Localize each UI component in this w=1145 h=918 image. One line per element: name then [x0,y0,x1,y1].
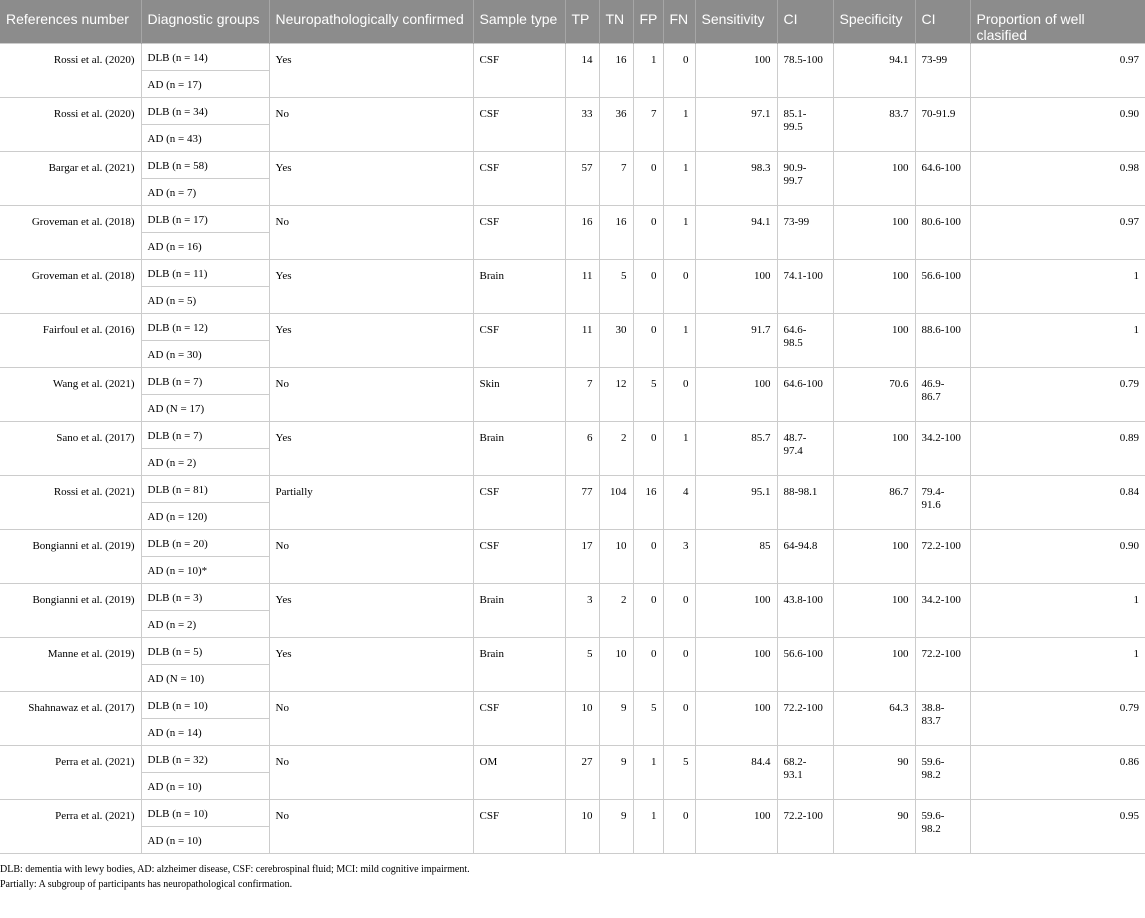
table-row [0,476,1145,503]
cell-group-dlb: DLB (n = 32) [141,746,269,773]
cell-neuropathologically-confirmed: Yes [269,584,473,638]
table-row [0,800,1145,827]
cell-fn: 1 [663,314,695,368]
cell-sample-type: CSF [473,314,565,368]
cell-fn: 1 [663,98,695,152]
cell-ci-specificity: 46.9- 86.7 [915,368,970,422]
cell-tp: 16 [565,206,599,260]
table-row [0,98,1145,125]
cell-tn: 104 [599,476,633,530]
cell-tn: 36 [599,98,633,152]
cell-fp: 0 [633,314,663,368]
footnote-partially: Partially: A subgroup of participants has neuropathological confirmation. [0,879,293,890]
cell-ci-sensitivity: 64-94.8 [777,530,833,584]
header-neuropathologically-confirmed: Neuropathologically confirmed [269,0,473,44]
cell-specificity: 100 [833,152,915,206]
cell-specificity: 100 [833,638,915,692]
cell-sample-type: CSF [473,44,565,98]
cell-neuropathologically-confirmed: Yes [269,44,473,98]
cell-tn: 10 [599,530,633,584]
cell-ci-sensitivity: 90.9- 99.7 [777,152,833,206]
header-specificity: Specificity [833,0,915,44]
cell-group-ad: AD (n = 10)* [141,557,269,584]
cell-fp: 1 [633,44,663,98]
cell-ci-sensitivity: 74.1-100 [777,260,833,314]
cell-proportion-well-classified: 0.86 [970,746,1145,800]
cell-sensitivity: 100 [695,638,777,692]
cell-neuropathologically-confirmed: No [269,746,473,800]
cell-neuropathologically-confirmed: No [269,206,473,260]
cell-sample-type: CSF [473,98,565,152]
cell-sample-type: OM [473,746,565,800]
cell-tn: 2 [599,422,633,476]
header-tn: TN [599,0,633,44]
cell-specificity: 64.3 [833,692,915,746]
cell-ci-specificity: 88.6-100 [915,314,970,368]
cell-tp: 6 [565,422,599,476]
cell-proportion-well-classified: 0.89 [970,422,1145,476]
cell-sample-type: CSF [473,800,565,854]
cell-neuropathologically-confirmed: Yes [269,422,473,476]
header-sample-type: Sample type [473,0,565,44]
cell-group-ad: AD (n = 14) [141,719,269,746]
cell-fn: 1 [663,152,695,206]
header-diagnostic-groups: Diagnostic groups [141,0,269,44]
cell-sensitivity: 100 [695,800,777,854]
cell-proportion-well-classified: 0.98 [970,152,1145,206]
cell-tn: 16 [599,206,633,260]
cell-tp: 11 [565,260,599,314]
cell-sample-type: Brain [473,260,565,314]
cell-tn: 5 [599,260,633,314]
cell-tp: 57 [565,152,599,206]
cell-neuropathologically-confirmed: Partially [269,476,473,530]
cell-neuropathologically-confirmed: No [269,368,473,422]
cell-fp: 1 [633,800,663,854]
header-fp: FP [633,0,663,44]
cell-sensitivity: 98.3 [695,152,777,206]
cell-fn: 0 [663,692,695,746]
cell-ci-sensitivity: 88-98.1 [777,476,833,530]
cell-ci-specificity: 79.4- 91.6 [915,476,970,530]
table-header-row [0,0,1145,44]
cell-fp: 16 [633,476,663,530]
cell-group-dlb: DLB (n = 3) [141,584,269,611]
cell-reference: Rossi et al. (2020) [0,44,141,98]
cell-fp: 0 [633,638,663,692]
cell-ci-specificity: 38.8- 83.7 [915,692,970,746]
header-proportion-well-classified: Proportion of well clasified [970,0,1145,44]
cell-ci-specificity: 34.2-100 [915,584,970,638]
cell-neuropathologically-confirmed: No [269,530,473,584]
cell-sample-type: CSF [473,152,565,206]
table-row [0,422,1145,449]
cell-specificity: 70.6 [833,368,915,422]
cell-ci-specificity: 72.2-100 [915,530,970,584]
header-ci-sensitivity: CI [777,0,833,44]
table-row [0,746,1145,773]
cell-ci-specificity: 73-99 [915,44,970,98]
cell-sensitivity: 84.4 [695,746,777,800]
cell-fn: 4 [663,476,695,530]
cell-proportion-well-classified: 0.79 [970,368,1145,422]
cell-neuropathologically-confirmed: Yes [269,152,473,206]
cell-ci-sensitivity: 72.2-100 [777,800,833,854]
table-footnotes [0,862,470,892]
cell-fn: 5 [663,746,695,800]
cell-sensitivity: 85.7 [695,422,777,476]
cell-group-ad: AD (n = 5) [141,287,269,314]
cell-fn: 0 [663,584,695,638]
table-body [0,44,1145,854]
cell-tp: 3 [565,584,599,638]
cell-fp: 1 [633,746,663,800]
cell-ci-sensitivity: 85.1- 99.5 [777,98,833,152]
cell-neuropathologically-confirmed: Yes [269,314,473,368]
cell-sample-type: Brain [473,584,565,638]
cell-fp: 0 [633,530,663,584]
cell-fp: 0 [633,260,663,314]
header-tp: TP [565,0,599,44]
cell-fp: 7 [633,98,663,152]
cell-group-dlb: DLB (n = 20) [141,530,269,557]
cell-neuropathologically-confirmed: Yes [269,260,473,314]
cell-ci-specificity: 59.6- 98.2 [915,800,970,854]
cell-tn: 9 [599,800,633,854]
cell-tp: 77 [565,476,599,530]
cell-tp: 7 [565,368,599,422]
cell-reference: Groveman et al. (2018) [0,206,141,260]
header-fn: FN [663,0,695,44]
cell-group-ad: AD (n = 10) [141,827,269,854]
cell-specificity: 90 [833,746,915,800]
cell-fp: 5 [633,692,663,746]
cell-proportion-well-classified: 0.90 [970,98,1145,152]
cell-reference: Manne et al. (2019) [0,638,141,692]
cell-specificity: 100 [833,584,915,638]
cell-group-ad: AD (n = 120) [141,503,269,530]
cell-sample-type: CSF [473,206,565,260]
cell-fp: 0 [633,422,663,476]
cell-sensitivity: 97.1 [695,98,777,152]
cell-tp: 33 [565,98,599,152]
cell-fp: 5 [633,368,663,422]
cell-sample-type: CSF [473,476,565,530]
header-references-number: References number [0,0,141,44]
cell-ci-specificity: 70-91.9 [915,98,970,152]
cell-group-ad: AD (N = 17) [141,395,269,422]
cell-ci-sensitivity: 68.2- 93.1 [777,746,833,800]
cell-neuropathologically-confirmed: No [269,98,473,152]
cell-fn: 0 [663,368,695,422]
cell-group-ad: AD (n = 16) [141,233,269,260]
cell-group-dlb: DLB (n = 11) [141,260,269,287]
cell-ci-sensitivity: 64.6- 98.5 [777,314,833,368]
cell-reference: Perra et al. (2021) [0,800,141,854]
cell-sample-type: Brain [473,422,565,476]
cell-fn: 1 [663,206,695,260]
cell-sensitivity: 100 [695,368,777,422]
cell-ci-sensitivity: 78.5-100 [777,44,833,98]
cell-fp: 0 [633,152,663,206]
cell-specificity: 100 [833,206,915,260]
cell-ci-sensitivity: 72.2-100 [777,692,833,746]
cell-ci-sensitivity: 56.6-100 [777,638,833,692]
cell-tp: 10 [565,800,599,854]
table-row [0,260,1145,287]
cell-group-ad: AD (n = 2) [141,449,269,476]
cell-specificity: 90 [833,800,915,854]
cell-fn: 0 [663,638,695,692]
table-row [0,584,1145,611]
cell-fn: 3 [663,530,695,584]
cell-proportion-well-classified: 1 [970,260,1145,314]
header-sensitivity: Sensitivity [695,0,777,44]
cell-ci-sensitivity: 43.8-100 [777,584,833,638]
cell-sensitivity: 94.1 [695,206,777,260]
cell-tn: 2 [599,584,633,638]
cell-group-ad: AD (n = 7) [141,179,269,206]
cell-tn: 9 [599,746,633,800]
cell-ci-sensitivity: 64.6-100 [777,368,833,422]
cell-neuropathologically-confirmed: Yes [269,638,473,692]
cell-specificity: 100 [833,530,915,584]
cell-ci-specificity: 72.2-100 [915,638,970,692]
cell-tn: 30 [599,314,633,368]
cell-tp: 14 [565,44,599,98]
cell-group-dlb: DLB (n = 5) [141,638,269,665]
cell-fn: 0 [663,800,695,854]
cell-reference: Bongianni et al. (2019) [0,584,141,638]
cell-group-dlb: DLB (n = 12) [141,314,269,341]
cell-sensitivity: 91.7 [695,314,777,368]
cell-tn: 9 [599,692,633,746]
cell-neuropathologically-confirmed: No [269,692,473,746]
table-row [0,368,1145,395]
cell-proportion-well-classified: 0.95 [970,800,1145,854]
cell-sensitivity: 100 [695,260,777,314]
cell-sensitivity: 85 [695,530,777,584]
cell-group-ad: AD (N = 10) [141,665,269,692]
cell-fp: 0 [633,206,663,260]
cell-group-dlb: DLB (n = 7) [141,422,269,449]
cell-proportion-well-classified: 0.90 [970,530,1145,584]
cell-group-dlb: DLB (n = 58) [141,152,269,179]
cell-ci-specificity: 34.2-100 [915,422,970,476]
cell-proportion-well-classified: 0.84 [970,476,1145,530]
cell-sensitivity: 100 [695,44,777,98]
cell-reference: Shahnawaz et al. (2017) [0,692,141,746]
cell-group-dlb: DLB (n = 34) [141,98,269,125]
cell-neuropathologically-confirmed: No [269,800,473,854]
cell-tp: 10 [565,692,599,746]
table-row [0,44,1145,71]
cell-ci-specificity: 80.6-100 [915,206,970,260]
cell-group-dlb: DLB (n = 17) [141,206,269,233]
cell-reference: Fairfoul et al. (2016) [0,314,141,368]
cell-group-ad: AD (n = 17) [141,71,269,98]
cell-fn: 0 [663,44,695,98]
header-ci-specificity: CI [915,0,970,44]
cell-group-dlb: DLB (n = 7) [141,368,269,395]
cell-tn: 16 [599,44,633,98]
cell-tp: 27 [565,746,599,800]
cell-group-ad: AD (n = 43) [141,125,269,152]
cell-proportion-well-classified: 1 [970,314,1145,368]
cell-sensitivity: 100 [695,692,777,746]
table-row [0,638,1145,665]
table-row [0,314,1145,341]
cell-proportion-well-classified: 1 [970,638,1145,692]
cell-specificity: 86.7 [833,476,915,530]
cell-group-dlb: DLB (n = 14) [141,44,269,71]
cell-proportion-well-classified: 0.97 [970,44,1145,98]
cell-tp: 17 [565,530,599,584]
cell-sample-type: CSF [473,530,565,584]
cell-reference: Perra et al. (2021) [0,746,141,800]
cell-tn: 10 [599,638,633,692]
table-row [0,206,1145,233]
cell-sample-type: Skin [473,368,565,422]
cell-group-dlb: DLB (n = 10) [141,692,269,719]
cell-group-dlb: DLB (n = 81) [141,476,269,503]
cell-ci-sensitivity: 73-99 [777,206,833,260]
cell-tn: 12 [599,368,633,422]
cell-proportion-well-classified: 1 [970,584,1145,638]
cell-group-dlb: DLB (n = 10) [141,800,269,827]
cell-tp: 11 [565,314,599,368]
cell-ci-specificity: 59.6- 98.2 [915,746,970,800]
cell-specificity: 94.1 [833,44,915,98]
cell-sample-type: CSF [473,692,565,746]
cell-group-ad: AD (n = 10) [141,773,269,800]
cell-proportion-well-classified: 0.97 [970,206,1145,260]
cell-reference: Groveman et al. (2018) [0,260,141,314]
cell-sample-type: Brain [473,638,565,692]
cell-proportion-well-classified: 0.79 [970,692,1145,746]
cell-specificity: 100 [833,260,915,314]
footnote-abbreviations: DLB: dementia with lewy bodies, AD: alzheimer disease, CSF: cerebrospinal fluid; MCI: mild cognitive impairment. [0,864,470,875]
table-row [0,152,1145,179]
cell-fp: 0 [633,584,663,638]
cell-reference: Bongianni et al. (2019) [0,530,141,584]
cell-ci-specificity: 56.6-100 [915,260,970,314]
cell-group-ad: AD (n = 30) [141,341,269,368]
cell-reference: Sano et al. (2017) [0,422,141,476]
cell-reference: Wang et al. (2021) [0,368,141,422]
cell-specificity: 83.7 [833,98,915,152]
cell-ci-sensitivity: 48.7- 97.4 [777,422,833,476]
cell-sensitivity: 95.1 [695,476,777,530]
cell-specificity: 100 [833,422,915,476]
cell-specificity: 100 [833,314,915,368]
cell-sensitivity: 100 [695,584,777,638]
cell-tn: 7 [599,152,633,206]
cell-fn: 1 [663,422,695,476]
table-row [0,692,1145,719]
cell-reference: Rossi et al. (2020) [0,98,141,152]
cell-reference: Bargar et al. (2021) [0,152,141,206]
table-row [0,530,1145,557]
cell-group-ad: AD (n = 2) [141,611,269,638]
cell-ci-specificity: 64.6-100 [915,152,970,206]
cell-reference: Rossi et al. (2021) [0,476,141,530]
cell-tp: 5 [565,638,599,692]
cell-fn: 0 [663,260,695,314]
